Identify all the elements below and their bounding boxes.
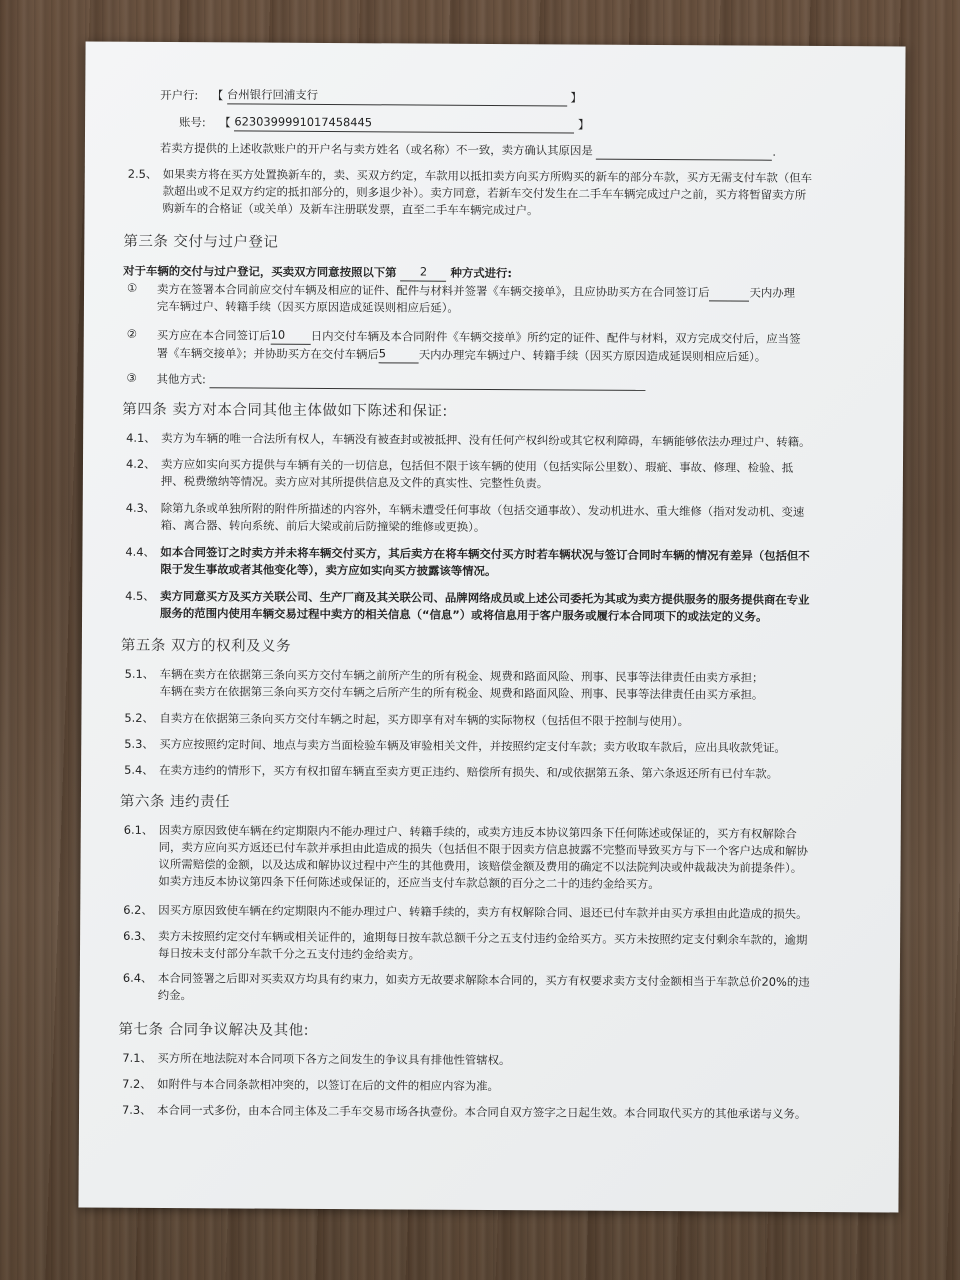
clause-line: 卖方同意买方及买方关联公司、生产厂商及其关联公司、品牌网络成员或上述公司委托为其或为卖方提供服务的服务提供商在专业 bbox=[160, 588, 810, 607]
clause-line: 本合同签署之后即对买卖双方均具有约束力，如卖方无故要求解除本合同的，买方有权要求卖方支付金额相当于车款总价20%的违 bbox=[157, 970, 810, 989]
clause-text bbox=[161, 430, 879, 451]
clause-line: 因卖方原因致使车辆在约定期限内不能办理过户、转籍手续的，或卖方违反本协议第四条下任何陈述或保证的，买方有权解除合 bbox=[158, 822, 797, 841]
clause-text bbox=[158, 902, 876, 923]
section-6-title: 第六条 违约责任 bbox=[119, 793, 231, 811]
clause-text bbox=[158, 928, 876, 966]
clause-line: 车辆在卖方在依据第三条向买方交付车辆之前所产生的所有税金、规费和路面风险、刑事、民事等法律责任由卖方承担； bbox=[159, 666, 764, 685]
clause-text bbox=[161, 456, 879, 494]
section-4-title: 第四条 卖方对本合同其他主体做如下陈述和保证: bbox=[122, 401, 448, 420]
option-2-mark: ② bbox=[126, 326, 138, 341]
clause-number: 5.3、 bbox=[124, 736, 154, 751]
option-1-days-field bbox=[709, 283, 749, 301]
clause-text bbox=[160, 544, 878, 582]
section-5-title: 第五条 双方的权利及义务 bbox=[120, 637, 292, 655]
clause-line: 卖方为车辆的唯一合法所有权人，车辆没有被查封或被抵押、没有任何产权纠纷或其它权利障碍，车辆能够依法办理过户、转籍。 bbox=[161, 430, 811, 449]
mismatch-row: 若卖方提供的上述收款账户的开户名与卖方姓名（或名称）不一致，卖方确认其原因是 . bbox=[159, 140, 777, 159]
clause-line: 如卖方违反本协议第四条下任何陈述或保证的，还应当支付车款总额的百分之二十的违约金给买方。 bbox=[158, 873, 660, 892]
clause-text bbox=[160, 588, 878, 626]
clause-number: 7.2、 bbox=[122, 1076, 152, 1091]
clause-line: 限于发生事故或者其他变化等），卖方应如实向买方披露该等情况。 bbox=[160, 561, 497, 579]
clause-number: 5.4、 bbox=[124, 762, 154, 777]
clause-text bbox=[157, 1050, 875, 1071]
clause-text bbox=[159, 710, 877, 731]
option-2-days-field-2: 5 bbox=[379, 345, 419, 363]
clause-line: 议所需赔偿的金额，以及达成和解协议过程中产生的其他费用，该赔偿金额及费用的确定不以法院判决或仲裁裁决为前提条件）。 bbox=[158, 856, 803, 875]
clause-line: 车辆在卖方在依据第三条向买方交付车辆之后所产生的所有税金、规费和路面风险、刑事、民事等法律责任由买方承担。 bbox=[159, 683, 764, 702]
clause-number: 6.1、 bbox=[123, 822, 154, 837]
clause-number: 5.1、 bbox=[124, 666, 155, 681]
option-2: 买方应在本合同签订后10 日内交付车辆及本合同附件《车辆交接单》所约定的证件、配件与材料，双方完成交付后，应当签 署《车辆交接单》；并协助买方在交付车辆后5 天内办理完车辆过户、转籍手续（因买方原因造成延误则相应后延）。 bbox=[156, 327, 801, 364]
clause-number: 4.2、 bbox=[125, 456, 156, 471]
option-2-days-field-1: 10 bbox=[271, 327, 311, 345]
option-3-mark: ③ bbox=[126, 370, 137, 385]
mismatch-field bbox=[596, 142, 772, 161]
clause-text bbox=[161, 500, 879, 538]
bank-open-label: 开户行: bbox=[160, 87, 199, 103]
clause-line: 除第九条或单独所附的附件所描述的内容外，车辆未遭受任何事故（包括交通事故）、发动机进水、重大维修（指对发动机、变速 bbox=[160, 500, 805, 519]
clause-text bbox=[157, 1102, 875, 1123]
bank-open-field bbox=[227, 86, 567, 106]
clause-number: 4.3、 bbox=[125, 500, 156, 515]
clause-text bbox=[160, 666, 878, 704]
clause-number: 6.3、 bbox=[123, 928, 153, 943]
clause-number: 7.3、 bbox=[122, 1102, 152, 1117]
clause-line: 押、税费缴纳等情况。卖方应对其所提供信息及文件的真实性、完整性负责。 bbox=[160, 473, 549, 491]
clause-line: 卖方应如实向买方提供与车辆有关的一切信息，包括但不限于该车辆的使用（包括实际公里数）、瑕疵、事故、修理、检验、抵 bbox=[160, 456, 794, 475]
clause-text bbox=[157, 1076, 875, 1097]
clause-number: 6.4、 bbox=[122, 970, 153, 985]
option-1-mark: ① bbox=[127, 280, 138, 295]
bank-account-field bbox=[234, 113, 574, 133]
clause-2-5-num: 2.5、 bbox=[127, 166, 158, 181]
section-3-title: 第三条 交付与过户登记 bbox=[123, 233, 279, 251]
clause-line: 箱、离合器、转向系统、前后大梁或前后防撞梁的维修或更换）。 bbox=[160, 517, 486, 534]
clause-line: 自卖方在依据第三条向买方交付车辆之时起，买方即享有对车辆的实际物权（包括但不限于控制与使用）。 bbox=[159, 710, 690, 729]
clause-line: 买方所在地法院对本合同项下各方之间发生的争议具有排他性管辖权。 bbox=[157, 1050, 511, 1068]
clause-line: 卖方未按照约定交付车辆或相关证件的，逾期每日按车款总额千分之五支付违约金给买方。买方未按照约定支付剩余车款的，逾期 bbox=[158, 928, 808, 947]
clause-line: 约金。 bbox=[157, 987, 192, 1003]
clause-number: 4.4、 bbox=[125, 544, 156, 559]
section-3-intro: 对于车辆的交付与过户登记，买卖双方同意按照以下第 2 种方式进行: bbox=[123, 263, 513, 281]
bank-account-row: 账号: 【 6230399991017458445 】 bbox=[179, 114, 590, 132]
clause-line: 同，卖方应向买方返还已付车款并承担由此造成的损失（包括但不限于因卖方信息披露不完整而导致买方与下一个客户达成和解协 bbox=[158, 839, 808, 858]
clause-text bbox=[158, 970, 876, 1008]
clause-number: 4.5、 bbox=[125, 588, 155, 603]
option-3-field bbox=[209, 370, 645, 391]
bank-open-row: 开户行: 【 台州银行回浦支行 】 bbox=[160, 87, 582, 105]
bank-open-value: 台州银行回浦支行 bbox=[226, 87, 319, 102]
bank-account-value: 6230399991017458445 bbox=[234, 114, 373, 130]
clause-line: 如本合同签订之时卖方并未将车辆交付买方，其后卖方在将车辆交付买方时若车辆状况与签订合同时车辆的情况有差异（包括但不 bbox=[160, 544, 810, 563]
clause-line: 本合同一式多份，由本合同主体及二手车交易市场各执壹份。本合同自双方签字之日起生效。本合同取代买方的其他承诺与义务。 bbox=[157, 1102, 807, 1121]
bank-account-label: 账号: bbox=[179, 115, 206, 130]
clause-number: 6.2、 bbox=[123, 902, 153, 917]
method-field: 2 bbox=[400, 263, 446, 281]
clause-line: 在卖方违约的情形下，买方有权扣留车辆直至卖方更正违约、赔偿所有损失、和/或依据第五条、第六条返还所有已付车款。 bbox=[159, 762, 779, 781]
clause-number: 5.2、 bbox=[124, 710, 154, 725]
option-1: 卖方在签署本合同前应交付车辆及相应的证件、配件与材料并签署《车辆交接单》，且应协助买方在合同签订后 天内办理 完车辆过户、转籍手续（因买方原因造成延误则相应后延）。 bbox=[156, 281, 796, 315]
clause-text bbox=[159, 762, 877, 783]
clause-text bbox=[159, 736, 877, 757]
clause-line: 因买方原因致使车辆在约定期限内不能办理过户、转籍手续的，卖方有权解除合同、退还已付车款并由买方承担由此造成的损失。 bbox=[158, 902, 808, 921]
clause-line: 如附件与本合同条款相冲突的，以签订在后的文件的相应内容为准。 bbox=[157, 1076, 499, 1094]
section-7-title: 第七条 合同争议解决及其他: bbox=[118, 1021, 310, 1039]
clause-line: 买方应按照约定时间、地点与卖方当面检验车辆及审验相关文件，并按照约定支付车款；卖方收取车款后，应出具收款凭证。 bbox=[159, 736, 786, 755]
clause-line: 每日按未支付部分车款千分之五支付违约金给卖方。 bbox=[157, 945, 421, 962]
option-3: 其他方式: bbox=[156, 370, 645, 391]
clause-line: 服务的范围内使用车辆交易过程中卖方的相关信息（“信息”）或将信息用于客户服务或履行本合同项下的或法定的义务。 bbox=[160, 605, 768, 624]
clause-number: 4.1、 bbox=[126, 430, 156, 445]
clause-2-5: 如果卖方将在买方处置换新车的，卖、买双方约定，车款用以抵扣卖方向买方所购买的新车的部分车款，买方无需支付车款（但车 款超出或不足双方约定的抵扣部分的，则多退少补）。卖方同意，若新车交付发生在二手车车辆完成过户之前，买方将暂留卖方所 购新车的合格证（或关单）及新车注册联发票，直至二手车车辆完成过户。 bbox=[162, 166, 813, 218]
mismatch-text: 若卖方提供的上述收款账户的开户名与卖方姓名（或名称）不一致，卖方确认其原因是 bbox=[159, 140, 593, 158]
contract-page bbox=[78, 42, 905, 1213]
clause-number: 7.1、 bbox=[122, 1050, 152, 1065]
clause-text bbox=[158, 822, 876, 894]
